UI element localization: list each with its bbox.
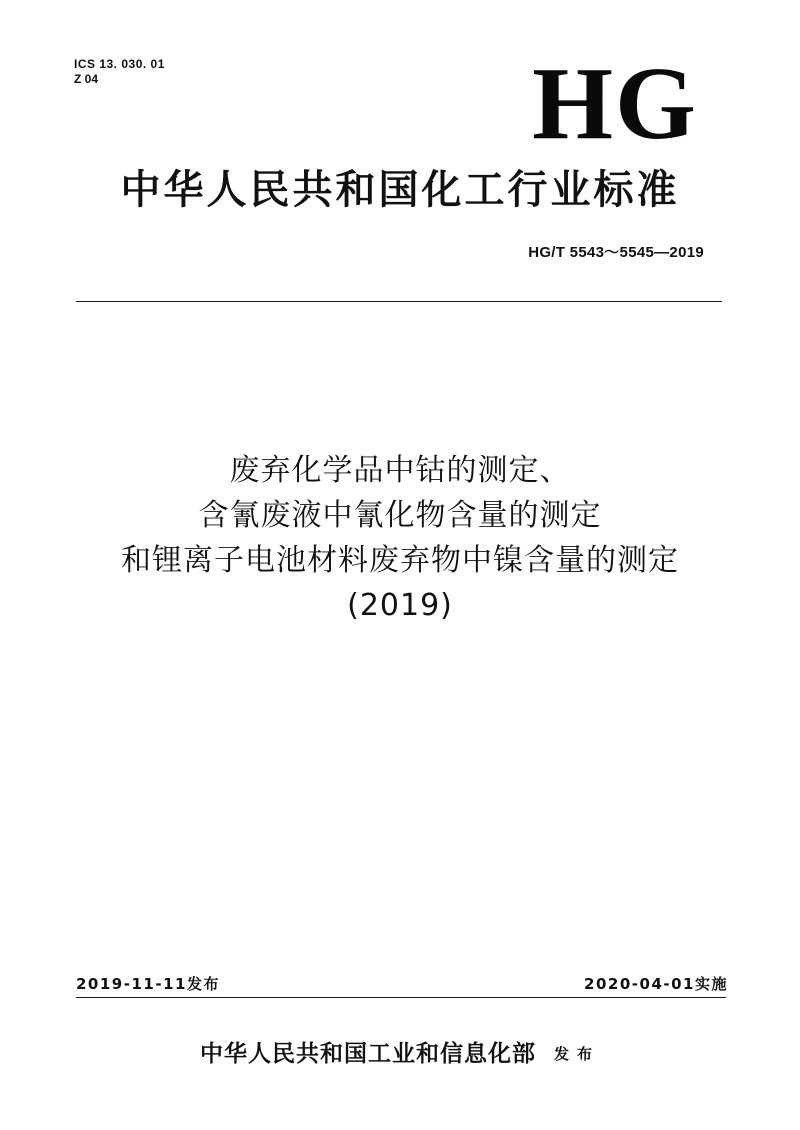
standard-number: HG/T 5543～5545—2019 [528, 244, 704, 261]
standard-category-title: 中华人民共和国化工行业标准 [120, 167, 680, 213]
hg-logo: HG [532, 46, 698, 161]
footer-divider [76, 997, 726, 998]
publisher-line [40, 1035, 760, 1068]
title-line-1: 废弃化学品中钴的测定、 [229, 453, 571, 488]
header-divider [76, 301, 722, 302]
ccs-code: Z 04 [74, 72, 99, 86]
document-title [40, 448, 760, 628]
implementation-date: 2020-04-01实施 [584, 975, 728, 993]
ics-code: ICS 13. 030. 01 [74, 57, 165, 71]
publish-label: 发布 [553, 1045, 600, 1063]
title-line-3: 和锂离子电池材料废弃物中镍含量的测定 [121, 543, 679, 578]
title-year: (2019) [347, 588, 453, 623]
publisher-name: 中华人民共和国工业和信息化部 [199, 1040, 536, 1067]
title-line-2: 含氰废液中氰化物含量的测定 [198, 498, 602, 533]
issue-date: 2019-11-11发布 [76, 975, 220, 993]
